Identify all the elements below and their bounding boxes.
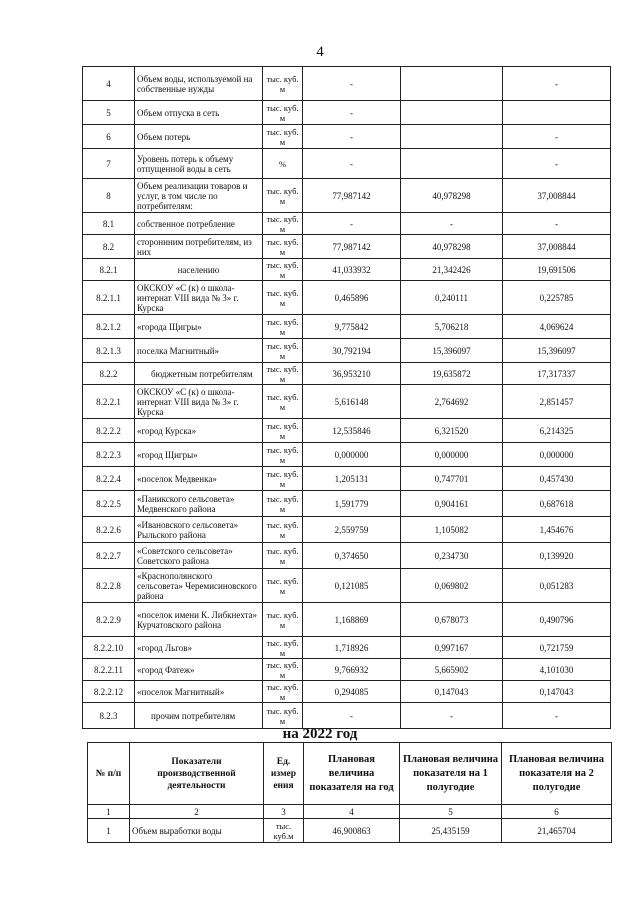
index-cell: 3 [264, 805, 304, 819]
row-value-h1: 21,342426 [401, 259, 503, 281]
row-indicator: «город Льгов» [135, 637, 263, 659]
row-value-total: 0,374650 [303, 543, 401, 569]
row-indicator: Объем реализации товаров и услуг, в том числе по потребителям: [135, 179, 263, 213]
row-indicator: бюджетным потребителям [135, 363, 263, 385]
table-row [83, 259, 611, 281]
row-value-total: 1,168869 [303, 603, 401, 637]
row-value-h2: 0,147043 [503, 681, 611, 703]
row-value-h1: 40,978298 [401, 179, 503, 213]
row-value-h1: 5,665902 [401, 659, 503, 681]
row-indicator: прочим потребителям [135, 703, 263, 729]
row-unit: тыс. куб.м [264, 819, 304, 843]
table-row [83, 543, 611, 569]
table-row [83, 339, 611, 363]
row-number: 8.2.2.5 [83, 491, 135, 517]
table-row [83, 467, 611, 491]
row-value-h2: 0,490796 [503, 603, 611, 637]
row-value-h1: 0,997167 [401, 637, 503, 659]
row-value-h2: 19,691506 [503, 259, 611, 281]
row-value-h2: 17,317337 [503, 363, 611, 385]
row-value-total: 9,766932 [303, 659, 401, 681]
row-value-total: 41,033932 [303, 259, 401, 281]
row-indicator: «Паникского сельсовета» Медвенского района [135, 491, 263, 517]
row-value-h2: 0,721759 [503, 637, 611, 659]
row-unit: тыс. куб. м [263, 491, 303, 517]
row-number: 8.2 [83, 235, 135, 259]
row-value-h2: 0,051283 [503, 569, 611, 603]
row-value-h1 [401, 67, 503, 101]
row-number: 1 [88, 819, 130, 843]
row-number: 8.2.2.8 [83, 569, 135, 603]
row-number: 8 [83, 179, 135, 213]
row-value-h1: 0,234730 [401, 543, 503, 569]
header-indicator: Показатели производственной деятельности [130, 743, 264, 805]
row-number: 7 [83, 149, 135, 179]
table-row [83, 681, 611, 703]
row-indicator: «город Щигры» [135, 443, 263, 467]
table-header-row [88, 743, 612, 805]
row-value-h1 [401, 101, 503, 125]
table-row [83, 67, 611, 101]
row-value-h2: 2,851457 [503, 385, 611, 419]
row-indicator: «Ивановского сельсовета» Рыльского района [135, 517, 263, 543]
row-value-total: - [303, 101, 401, 125]
row-unit: тыс. куб. м [263, 235, 303, 259]
row-indicator: «поселок Магнитный» [135, 681, 263, 703]
row-value-h2: 0,457430 [503, 467, 611, 491]
row-unit: тыс. куб. м [263, 213, 303, 235]
table-row [83, 235, 611, 259]
row-number: 8.2.2.9 [83, 603, 135, 637]
row-unit: тыс. куб. м [263, 259, 303, 281]
row-indicator: Объем потерь [135, 125, 263, 149]
row-number: 5 [83, 101, 135, 125]
row-unit: тыс. куб. м [263, 569, 303, 603]
row-value-total: - [303, 213, 401, 235]
row-unit: тыс. куб. м [263, 659, 303, 681]
row-value-total: 2,559759 [303, 517, 401, 543]
index-cell: 2 [130, 805, 264, 819]
plan-2022-table [87, 742, 612, 843]
row-value-total: 36,953210 [303, 363, 401, 385]
row-indicator: «поселок имени К. Либкнехта» Курчатовского района [135, 603, 263, 637]
row-value-h1: 0,069802 [401, 569, 503, 603]
row-number: 8.2.3 [83, 703, 135, 729]
row-value-total: 0,121085 [303, 569, 401, 603]
table-row [83, 213, 611, 235]
row-value-h2: - [503, 703, 611, 729]
row-value-h1 [401, 149, 503, 179]
row-value-total: 77,987142 [303, 235, 401, 259]
row-indicator: населению [135, 259, 263, 281]
row-value-h1: 5,706218 [401, 315, 503, 339]
header-plan-h1: Плановая величина показателя на 1 полугодие [400, 743, 502, 805]
row-value-h1: 0,000000 [401, 443, 503, 467]
row-indicator: «город Фатеж» [135, 659, 263, 681]
row-value-total: 12,535846 [303, 419, 401, 443]
row-value-h2: 15,396097 [503, 339, 611, 363]
row-value-total: - [303, 703, 401, 729]
column-index-row [88, 805, 612, 819]
row-value-h1: 2,764692 [401, 385, 503, 419]
table-row [83, 101, 611, 125]
row-value-total: - [303, 125, 401, 149]
page-number: 4 [316, 44, 324, 60]
row-unit: тыс. куб. м [263, 603, 303, 637]
row-indicator: «Советского сельсовета» Советского района [135, 543, 263, 569]
table-row [83, 281, 611, 315]
row-unit: тыс. куб. м [263, 681, 303, 703]
row-indicator: «город Курска» [135, 419, 263, 443]
row-value-h2: 0,000000 [503, 443, 611, 467]
row-value-h2: 6,214325 [503, 419, 611, 443]
header-plan-h2: Плановая величина показателя на 2 полугодие [502, 743, 612, 805]
row-unit: тыс. куб. м [263, 339, 303, 363]
table-row [83, 149, 611, 179]
row-number: 8.2.2.6 [83, 517, 135, 543]
row-indicator: ОКСКОУ «С (к) о школа-интернат VIII вида № 3» г. Курска [135, 385, 263, 419]
row-indicator: Уровень потерь к объему отпущенной воды в сеть [135, 149, 263, 179]
row-value-h1: 15,396097 [401, 339, 503, 363]
row-unit: тыс. куб. м [263, 363, 303, 385]
row-number: 6 [83, 125, 135, 149]
row-value-h1: 0,240111 [401, 281, 503, 315]
row-value-total: 1,718926 [303, 637, 401, 659]
row-indicator: Объем отпуска в сеть [135, 101, 263, 125]
index-cell: 5 [400, 805, 502, 819]
row-value-h1: 6,321520 [401, 419, 503, 443]
table-row [83, 517, 611, 543]
row-value-h2: 37,008844 [503, 235, 611, 259]
row-number: 8.2.2 [83, 363, 135, 385]
index-cell: 1 [88, 805, 130, 819]
row-indicator: собственное потребление [135, 213, 263, 235]
row-value-total: - [303, 149, 401, 179]
row-unit: тыс. куб. м [263, 419, 303, 443]
row-value-h2: 0,687618 [503, 491, 611, 517]
row-value-h1: 1,105082 [401, 517, 503, 543]
table-row [83, 125, 611, 149]
row-value-total: 0,465896 [303, 281, 401, 315]
table-row [83, 315, 611, 339]
table-row [83, 659, 611, 681]
row-value-h1: - [401, 213, 503, 235]
row-value-h1: - [401, 703, 503, 729]
row-number: 8.2.2.1 [83, 385, 135, 419]
row-value-h2: 4,069624 [503, 315, 611, 339]
row-unit: % [263, 149, 303, 179]
row-number: 8.2.2.3 [83, 443, 135, 467]
row-value-total: 30,792194 [303, 339, 401, 363]
row-indicator: «поселок Медвенка» [135, 467, 263, 491]
row-unit: тыс. куб. м [263, 101, 303, 125]
row-value-h1: 40,978298 [401, 235, 503, 259]
row-number: 8.2.2.10 [83, 637, 135, 659]
row-value-h1: 0,904161 [401, 491, 503, 517]
production-indicators-table [82, 66, 611, 729]
row-value-h1: 0,678073 [401, 603, 503, 637]
row-value-total: 77,987142 [303, 179, 401, 213]
header-unit: Ед. измер ения [264, 743, 304, 805]
row-number: 4 [83, 67, 135, 101]
row-indicator: стороннним потребителям, из них [135, 235, 263, 259]
row-value-h1: 19,635872 [401, 363, 503, 385]
row-value-h2: - [503, 149, 611, 179]
row-indicator: «города Щигры» [135, 315, 263, 339]
row-value-h1: 0,147043 [401, 681, 503, 703]
index-cell: 4 [304, 805, 400, 819]
table-row [88, 819, 612, 843]
row-number: 8.2.1.3 [83, 339, 135, 363]
row-number: 8.2.1.1 [83, 281, 135, 315]
table-row [83, 491, 611, 517]
row-indicator: Объем воды, используемой на собственные нужды [135, 67, 263, 101]
row-value-h2: - [503, 67, 611, 101]
table-row [83, 385, 611, 419]
row-number: 8.2.1 [83, 259, 135, 281]
row-unit: тыс. куб. м [263, 543, 303, 569]
header-plan-year: Плановая величина показателя на год [304, 743, 400, 805]
row-value-total: 9,775842 [303, 315, 401, 339]
table-row [83, 363, 611, 385]
row-unit: тыс. куб. м [263, 125, 303, 149]
row-plan-h1: 25,435159 [400, 819, 502, 843]
row-number: 8.2.1.2 [83, 315, 135, 339]
row-value-h2: 37,008844 [503, 179, 611, 213]
row-unit: тыс. куб. м [263, 67, 303, 101]
row-unit: тыс. куб. м [263, 467, 303, 491]
row-value-total: - [303, 67, 401, 101]
row-unit: тыс. куб. м [263, 281, 303, 315]
row-value-total: 5,616148 [303, 385, 401, 419]
index-cell: 6 [502, 805, 612, 819]
row-unit: тыс. куб. м [263, 385, 303, 419]
row-number: 8.2.2.2 [83, 419, 135, 443]
row-value-h2: - [503, 125, 611, 149]
row-unit: тыс. куб. м [263, 179, 303, 213]
table-row [83, 603, 611, 637]
row-value-total: 0,294085 [303, 681, 401, 703]
table-row [83, 569, 611, 603]
table-row [83, 443, 611, 467]
row-indicator: Объем выработки воды [130, 819, 264, 843]
header-num: № п/п [88, 743, 130, 805]
row-indicator: «Краснополянского сельсовета» Черемисиновского района [135, 569, 263, 603]
row-number: 8.1 [83, 213, 135, 235]
row-plan-h2: 21,465704 [502, 819, 612, 843]
row-unit: тыс. куб. м [263, 443, 303, 467]
row-number: 8.2.2.7 [83, 543, 135, 569]
table-row [83, 703, 611, 729]
row-value-h1: 0,747701 [401, 467, 503, 491]
row-value-total: 1,591779 [303, 491, 401, 517]
row-indicator: ОКСКОУ «С (к) о школа-интернат VIII вида № 3» г. Курска [135, 281, 263, 315]
row-unit: тыс. куб. м [263, 517, 303, 543]
production-indicators-body [83, 67, 611, 729]
row-value-h2: 4,101030 [503, 659, 611, 681]
table-row [83, 179, 611, 213]
row-value-h2: 0,139920 [503, 543, 611, 569]
row-number: 8.2.2.11 [83, 659, 135, 681]
row-plan-year: 46,900863 [304, 819, 400, 843]
row-number: 8.2.2.4 [83, 467, 135, 491]
row-value-h1 [401, 125, 503, 149]
row-unit: тыс. куб. м [263, 703, 303, 729]
row-value-h2: - [503, 213, 611, 235]
row-number: 8.2.2.12 [83, 681, 135, 703]
row-value-h2: 0,225785 [503, 281, 611, 315]
year-heading: на 2022 год [282, 726, 358, 742]
row-value-h2 [503, 101, 611, 125]
table-row [83, 637, 611, 659]
table-row [83, 419, 611, 443]
row-value-h2: 1,454676 [503, 517, 611, 543]
row-unit: тыс. куб. м [263, 315, 303, 339]
row-indicator: поселка Магнитный» [135, 339, 263, 363]
row-unit: тыс. куб. м [263, 637, 303, 659]
row-value-total: 1,205131 [303, 467, 401, 491]
row-value-total: 0,000000 [303, 443, 401, 467]
